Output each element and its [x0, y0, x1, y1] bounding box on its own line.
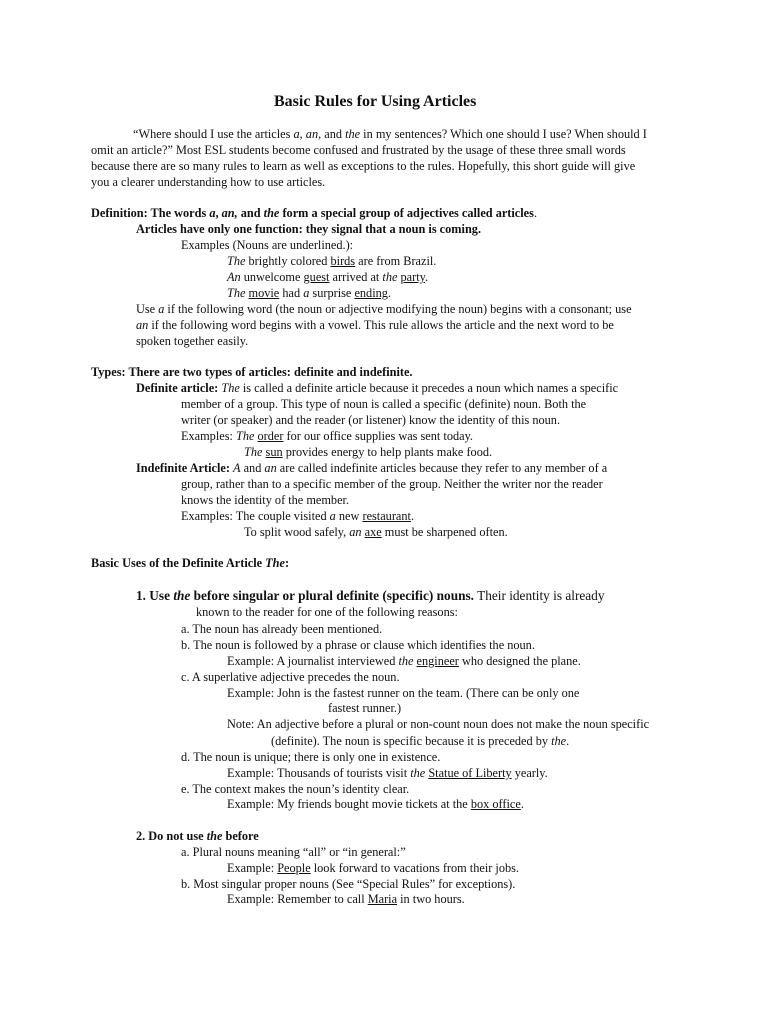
rule-1-note-1: Note: An adjective before a plural or non-count noun does not make the noun specific: [227, 717, 650, 731]
rule-1-c: c. A superlative adjective precedes the noun.: [181, 670, 400, 684]
rule-1-d: d. The noun is unique; there is only one in existence.: [181, 750, 441, 764]
definition-function: Articles have only one function: they signal that a noun is coming.: [136, 222, 482, 236]
intro-line-1: “Where should I use the articles a, an, and the in my sentences? Which one should I use? When should I: [133, 127, 647, 141]
indefinite-article-line-1: Indefinite Article: A and an are called indefinite articles because they refer to any member of a: [136, 461, 608, 475]
rule-2-a: a. Plural nouns meaning “all” or “in general:”: [181, 845, 406, 859]
basic-uses-heading: Basic Uses of the Definite Article The:: [91, 556, 290, 570]
definition-use-line-1: Use a if the following word (the noun or adjective modifying the noun) begins with a consonant; use: [136, 302, 632, 316]
definition-use-line-3: spoken together easily.: [136, 334, 249, 348]
definition-examples-head: Examples (Nouns are underlined.):: [181, 238, 354, 252]
rule-2-b: b. Most singular proper nouns (See “Special Rules” for exceptions).: [181, 877, 516, 891]
rule-1-c-example-1: Example: John is the fastest runner on the team. (There can be only one: [227, 686, 580, 700]
page-title: Basic Rules for Using Articles: [274, 93, 477, 110]
definition-heading: Definition: The words a, an, and the form a special group of adjectives called articles.: [91, 206, 538, 220]
intro-line-4: you a clearer understanding how to use articles.: [91, 175, 326, 189]
intro-line-2: omit an article?” Most ESL students become confused and frustrated by the usage of these three small words: [91, 143, 626, 157]
rule-1-e: e. The context makes the noun’s identity clear.: [181, 782, 410, 796]
definite-example-1: Examples: The order for our office supplies was sent today.: [181, 429, 474, 443]
rule-1-note-2: (definite). The noun is specific because it is preceded by the.: [271, 734, 570, 748]
rule-2-heading: 2. Do not use the before: [136, 829, 259, 843]
indefinite-article-line-3: knows the identity of the member.: [181, 493, 350, 507]
rule-2-a-example: Example: People look forward to vacations from their jobs.: [227, 861, 519, 875]
rule-1-b-example: Example: A journalist interviewed the engineer who designed the plane.: [227, 654, 581, 668]
indefinite-example-2: To split wood safely, an axe must be sharpened often.: [244, 525, 508, 539]
indefinite-example-1: Examples: The couple visited a new restaurant.: [181, 509, 415, 523]
rule-1-a: a. The noun has already been mentioned.: [181, 622, 383, 636]
definite-article-line-2: member of a group. This type of noun is called a specific (definite) noun. Both the: [181, 397, 587, 411]
rule-1-line-2: known to the reader for one of the following reasons:: [196, 605, 458, 619]
intro-line-3: because there are so many rules to learn as well as exceptions to the rules. Hopefully, this short guide will give: [91, 159, 636, 173]
definite-example-2: The sun provides energy to help plants make food.: [244, 445, 493, 459]
rule-1-d-example: Example: Thousands of tourists visit the Statue of Liberty yearly.: [227, 766, 548, 780]
rule-1-b: b. The noun is followed by a phrase or clause which identifies the noun.: [181, 638, 535, 652]
rule-2-b-example: Example: Remember to call Maria in two hours.: [227, 892, 465, 906]
definition-example-1: The brightly colored birds are from Brazil.: [227, 254, 437, 268]
definition-use-line-2: an if the following word begins with a vowel. This rule allows the article and the next word to be: [136, 318, 614, 332]
definition-example-2: An unwelcome guest arrived at the party.: [227, 270, 429, 284]
rule-1-c-example-2: fastest runner.): [328, 701, 402, 715]
definition-example-3: The movie had a surprise ending.: [227, 286, 391, 300]
rule-1-line-1: 1. Use the before singular or plural definite (specific) nouns. Their identity is already: [136, 588, 605, 603]
rule-1-e-example: Example: My friends bought movie tickets at the box office.: [227, 797, 524, 811]
types-heading: Types: There are two types of articles: definite and indefinite.: [91, 365, 413, 379]
indefinite-article-line-2: group, rather than to a specific member of the group. Neither the writer nor the reader: [181, 477, 603, 491]
definite-article-line-3: writer (or speaker) and the reader (or listener) know the identity of this noun.: [181, 413, 561, 427]
definite-article-line-1: Definite article: The is called a definite article because it precedes a noun which names a specific: [136, 381, 619, 395]
